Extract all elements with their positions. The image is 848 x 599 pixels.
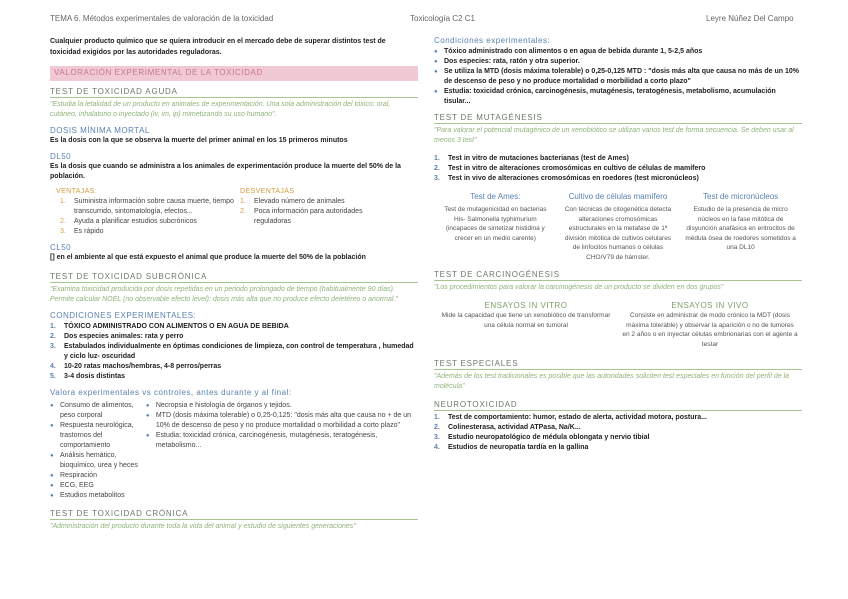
dmm-text: Es la dosis con la que se observa la muerte del primer animal en los 15 primeros minutos (50, 137, 348, 144)
mut-boxes (434, 192, 802, 262)
list-item: 1. Test in vitro de mutaciones bacterianas (test de Ames) (434, 155, 629, 162)
aguda-quote: "Estudia la letalidad de un producto en animales de experimentación. Una sola administración del tóxico: oral, cutáneo, inhalatorio o inyectado (iv, im, ip) mimetizando su uso humano". (50, 101, 391, 118)
list-item: ● Dos especies: rata, ratón y otra superior. (434, 58, 580, 65)
valora-list-b (146, 401, 418, 501)
box-text: Con técnicas de citogenética detecta alteraciones cromosómicas estructurales en la metafase de 1ª división mitótica de cultivos celulares de linfocitos humanos o células CHO/V79 de hámster. (564, 206, 672, 261)
cronica-title: TEST DE TOXICIDAD CRÓNICA (50, 509, 418, 520)
list-item: ● Estudia: toxicidad crónica, carcinogénesis, mutagénesis, teratogénesis, metabolismo, acumulación tisular... (434, 88, 776, 105)
list-item: 3. Estabulados individualmente en óptimas condiciones de limpieza, con control de temperatura , humedad y ciclo luz- oscuridad (50, 343, 414, 360)
box-in-vitro (434, 301, 618, 349)
list-item: ● Estudia: toxicidad crónica, carcinogénesis, mutagénesis, teratogénesis, metabolismo... (145, 432, 378, 449)
list-item: 1. Elevado número de animales (240, 198, 345, 205)
list-item: 3. Estudio neuropatológico de médula oblongata y nervio tibial (434, 434, 650, 441)
cl50-title: CL50 (50, 243, 72, 252)
box-in-vivo (618, 301, 802, 349)
pros-cons (50, 188, 418, 237)
ventajas-title: VENTAJAS: (56, 188, 98, 195)
box-micronucleos (679, 192, 802, 262)
list-item: ● Consumo de alimentos, peso corporal (50, 402, 134, 419)
list-item: ● ECG, EEG (50, 482, 94, 489)
intro-text: Cualquier producto químico que se quiera introducir en el mercado debe de superar distintos test de toxicidad exigidos por las autoridades reguladoras. (50, 38, 386, 56)
list-item: 3. Es rápido (60, 228, 104, 235)
dmm-title: DOSIS MÍNIMA MORTAL (50, 126, 150, 135)
subcronica-title: TEST DE TOXICIDAD SUBCRÓNICA (50, 272, 418, 283)
list-item: ● Necropsia e histología de órganos y tejidos. (145, 402, 292, 409)
mut-title: TEST DE MUTAGÉNESIS (434, 113, 802, 124)
desventajas-list (240, 197, 390, 227)
list-item: ● MTD (dosis máxima tolerable) o 0,25-0,125: "dosis más alta que causa no + de un 10% de descenso de peso y no produce mortalidad o morbilidad a corto plazo" (145, 412, 412, 429)
box-text: Test de mutagenicidad en bacterias His- Salmonella typhimurium (incapaces de sintetizar histidina y crecer en un medio carente) (444, 206, 547, 242)
carc-title: TEST DE CARCINOGÉNESIS (434, 270, 802, 281)
neuro-title: NEUROTOXICIDAD (434, 400, 802, 411)
desventajas-title: DESVENTAJAS (240, 188, 295, 195)
right-cond-list (434, 47, 802, 107)
right-cond-title: Condiciones experimentales: (434, 36, 551, 45)
left-column (50, 36, 418, 532)
list-item: ● Se utiliza la MTD (dosis máxima tolerable) o 0,25-0,125 MTD : "dosis más alta que causa no más de un 10% de descenso de peso y no produce mortalidad o morbilidad a corto plazo" (434, 68, 799, 85)
list-item: ● Respiración (50, 472, 97, 479)
dl50-text: Es la dosis que cuando se administra a los animales de experimentación produce la muerte del 50% de la población. (50, 163, 401, 180)
ventajas-list (60, 197, 250, 237)
list-item: 2. Colinesterasa, actividad ATPasa, Na/K... (434, 424, 581, 431)
box-text: Mide la capacidad que tiene un xenobiótico de transformar una célula normal en tumoral (441, 312, 611, 329)
list-item: ● Respuesta neurológica, trastornos del comportamiento (50, 422, 134, 449)
list-item: 5. 3-4 dosis distintas (50, 373, 126, 380)
dl50-title: DL50 (50, 152, 72, 161)
list-item: 1. Suministra información sobre causa muerte, tiempo transcurrido, sintomatología, efectos... (60, 198, 234, 215)
ventajas-block (50, 188, 234, 237)
list-item: 1. Test de comportamiento: humor, estado de alerta, actividad motora, postura... (434, 414, 707, 421)
box-title: ENSAYOS IN VITRO (484, 301, 568, 310)
list-item: ● Análisis hemático, bioquímico, urea y heces (50, 452, 138, 469)
list-item: 2. Test in vitro de alteraciones cromosómicas en cultivo de células de mamífero (434, 165, 706, 172)
box-title: ENSAYOS IN VIVO (671, 301, 749, 310)
cronica-quote: "Administración del producto durante toda la vida del animal y estudio de siguientes generaciones" (50, 523, 356, 530)
mut-quote: "Para valorar el potencial mutagénico de un xenobiótico se utilizan varios test de forma secuencia. Se deben usar al menos 3 test" (434, 127, 794, 144)
list-item: 4. Estudios de neuropatía tardía en la gallina (434, 444, 589, 451)
list-item: ● Estudios metabolitos (50, 492, 125, 499)
esp-quote: "Además de los test tradicionales es posible que las autoridades soliciten test especiales en función del perfil de la molécula" (434, 373, 790, 390)
box-text: Estudio de la presencia de micro núcleos en la fase mitótica de disyunción anafásica en eritrocitos de médula ósea de roedores sometidos a una DL10 (685, 206, 796, 251)
list-item: 2. Poca información para autoridades reguladoras (240, 208, 363, 225)
list-item: 1. TÓXICO ADMINISTRADO CON ALIMENTOS O EN AGUA DE BEBIDA (50, 323, 289, 330)
cond-title: CONDICIONES EXPERIMENTALES: (50, 311, 197, 320)
neuro-list (434, 413, 802, 453)
valora-title: Valora experimentales vs controles, antes durante y al final: (50, 388, 292, 397)
valora-columns (50, 399, 418, 501)
section-banner: VALORACIÓN EXPERIMENTAL DE LA TOXICIDAD (50, 66, 418, 81)
header-right: Leyre Núñez Del Campo (706, 14, 794, 23)
list-item: ● Tóxico administrado con alimentos o en agua de bebida durante 1, 5-2,5 años (434, 48, 703, 55)
cond-list (50, 322, 418, 382)
box-cultivo (557, 192, 680, 262)
aguda-title: TEST DE TOXICIDAD AGUDA (50, 87, 418, 98)
subcronica-quote: "Examina toxicidad producida por dosis repetidas en un periodo prolongado de tiempo (habitualmente 90 días). Permite calcular NOEL (no observable efecto level): dosis más alta que no produce efecto deletéreo o anormal." (50, 286, 398, 303)
cl50-text: [] en el ambiente al que está expuesto el animal que produce la muerte del 50% de la población (50, 254, 366, 261)
list-item: 2. Ayuda a planificar estudios subcrónicos (60, 218, 197, 225)
box-title: Test de Ames: (470, 192, 521, 201)
list-item: 2. Dos especies animales: rata y perro (50, 333, 184, 340)
carc-boxes (434, 301, 802, 349)
list-item: 3. Test in vivo de alteraciones cromosómicas en roedores (test micronúcleos) (434, 175, 699, 182)
list-item: 4. 10-20 ratas machos/hembras, 4-8 perros/perras (50, 363, 222, 370)
esp-title: TEST ESPECIALES (434, 359, 802, 370)
carc-quote: "Los procedimientos para valorar la carcinogénesis de un producto se dividen en dos grupos" (434, 284, 724, 291)
box-ames (434, 192, 557, 262)
box-title: Cultivo de células mamífero (568, 192, 668, 201)
header-center: Toxicología C2 C1 (410, 14, 475, 23)
mut-list (434, 154, 802, 184)
right-column (434, 36, 802, 453)
box-text: Consiste en administrar de modo crónico la MDT (dosis máxima tolerable) y observar la aparición o no de tumores en 2 años o en inyectar células embrionarias con el agente a testar (622, 312, 798, 348)
header-left: TEMA 6. Métodos experimentales de valoración de la toxicidad (50, 14, 274, 23)
valora-list-a (50, 401, 146, 501)
box-title: Test de micronúcleos (703, 192, 779, 201)
desventajas-block (234, 188, 418, 237)
